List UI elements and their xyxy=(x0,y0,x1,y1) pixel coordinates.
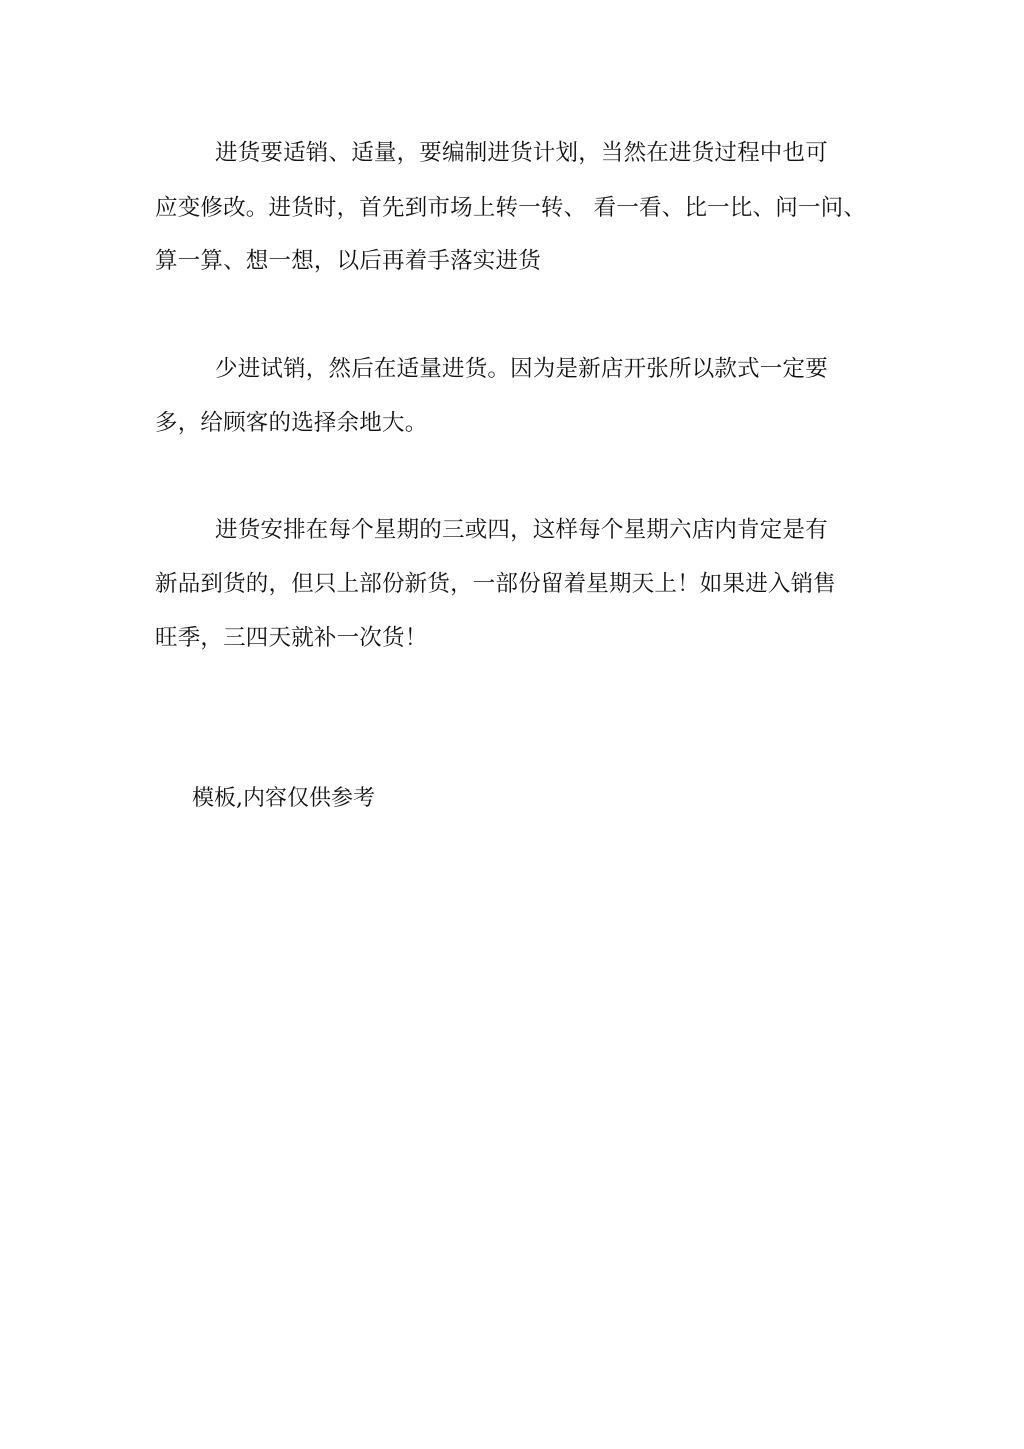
paragraph-3-line-2: 新品到货的，但只上部份新货，一部份留着星期天上！如果进入销售 xyxy=(155,571,837,597)
paragraph-3-line-3: 旺季，三四天就补一次货！ xyxy=(155,625,428,651)
paragraph-1-line-2: 应变修改。进货时，首先到市场上转一转、 看一看、比一比、问一问、 xyxy=(155,195,867,221)
paragraph-1-line-1: 进货要适销、适量，要编制进货计划，当然在进货过程中也可 xyxy=(215,140,828,166)
paragraph-2-line-2: 多，给顾客的选择余地大。 xyxy=(155,410,428,436)
footer-note: 模板,内容仅供参考 xyxy=(192,786,375,811)
paragraph-1-line-3: 算一算、想一想，以后再着手落实进货 xyxy=(155,248,541,274)
paragraph-2-line-1: 少进试销，然后在适量进货。因为是新店开张所以款式一定要 xyxy=(215,356,828,382)
paragraph-3-line-1: 进货安排在每个星期的三或四，这样每个星期六店内肯定是有 xyxy=(215,517,828,543)
